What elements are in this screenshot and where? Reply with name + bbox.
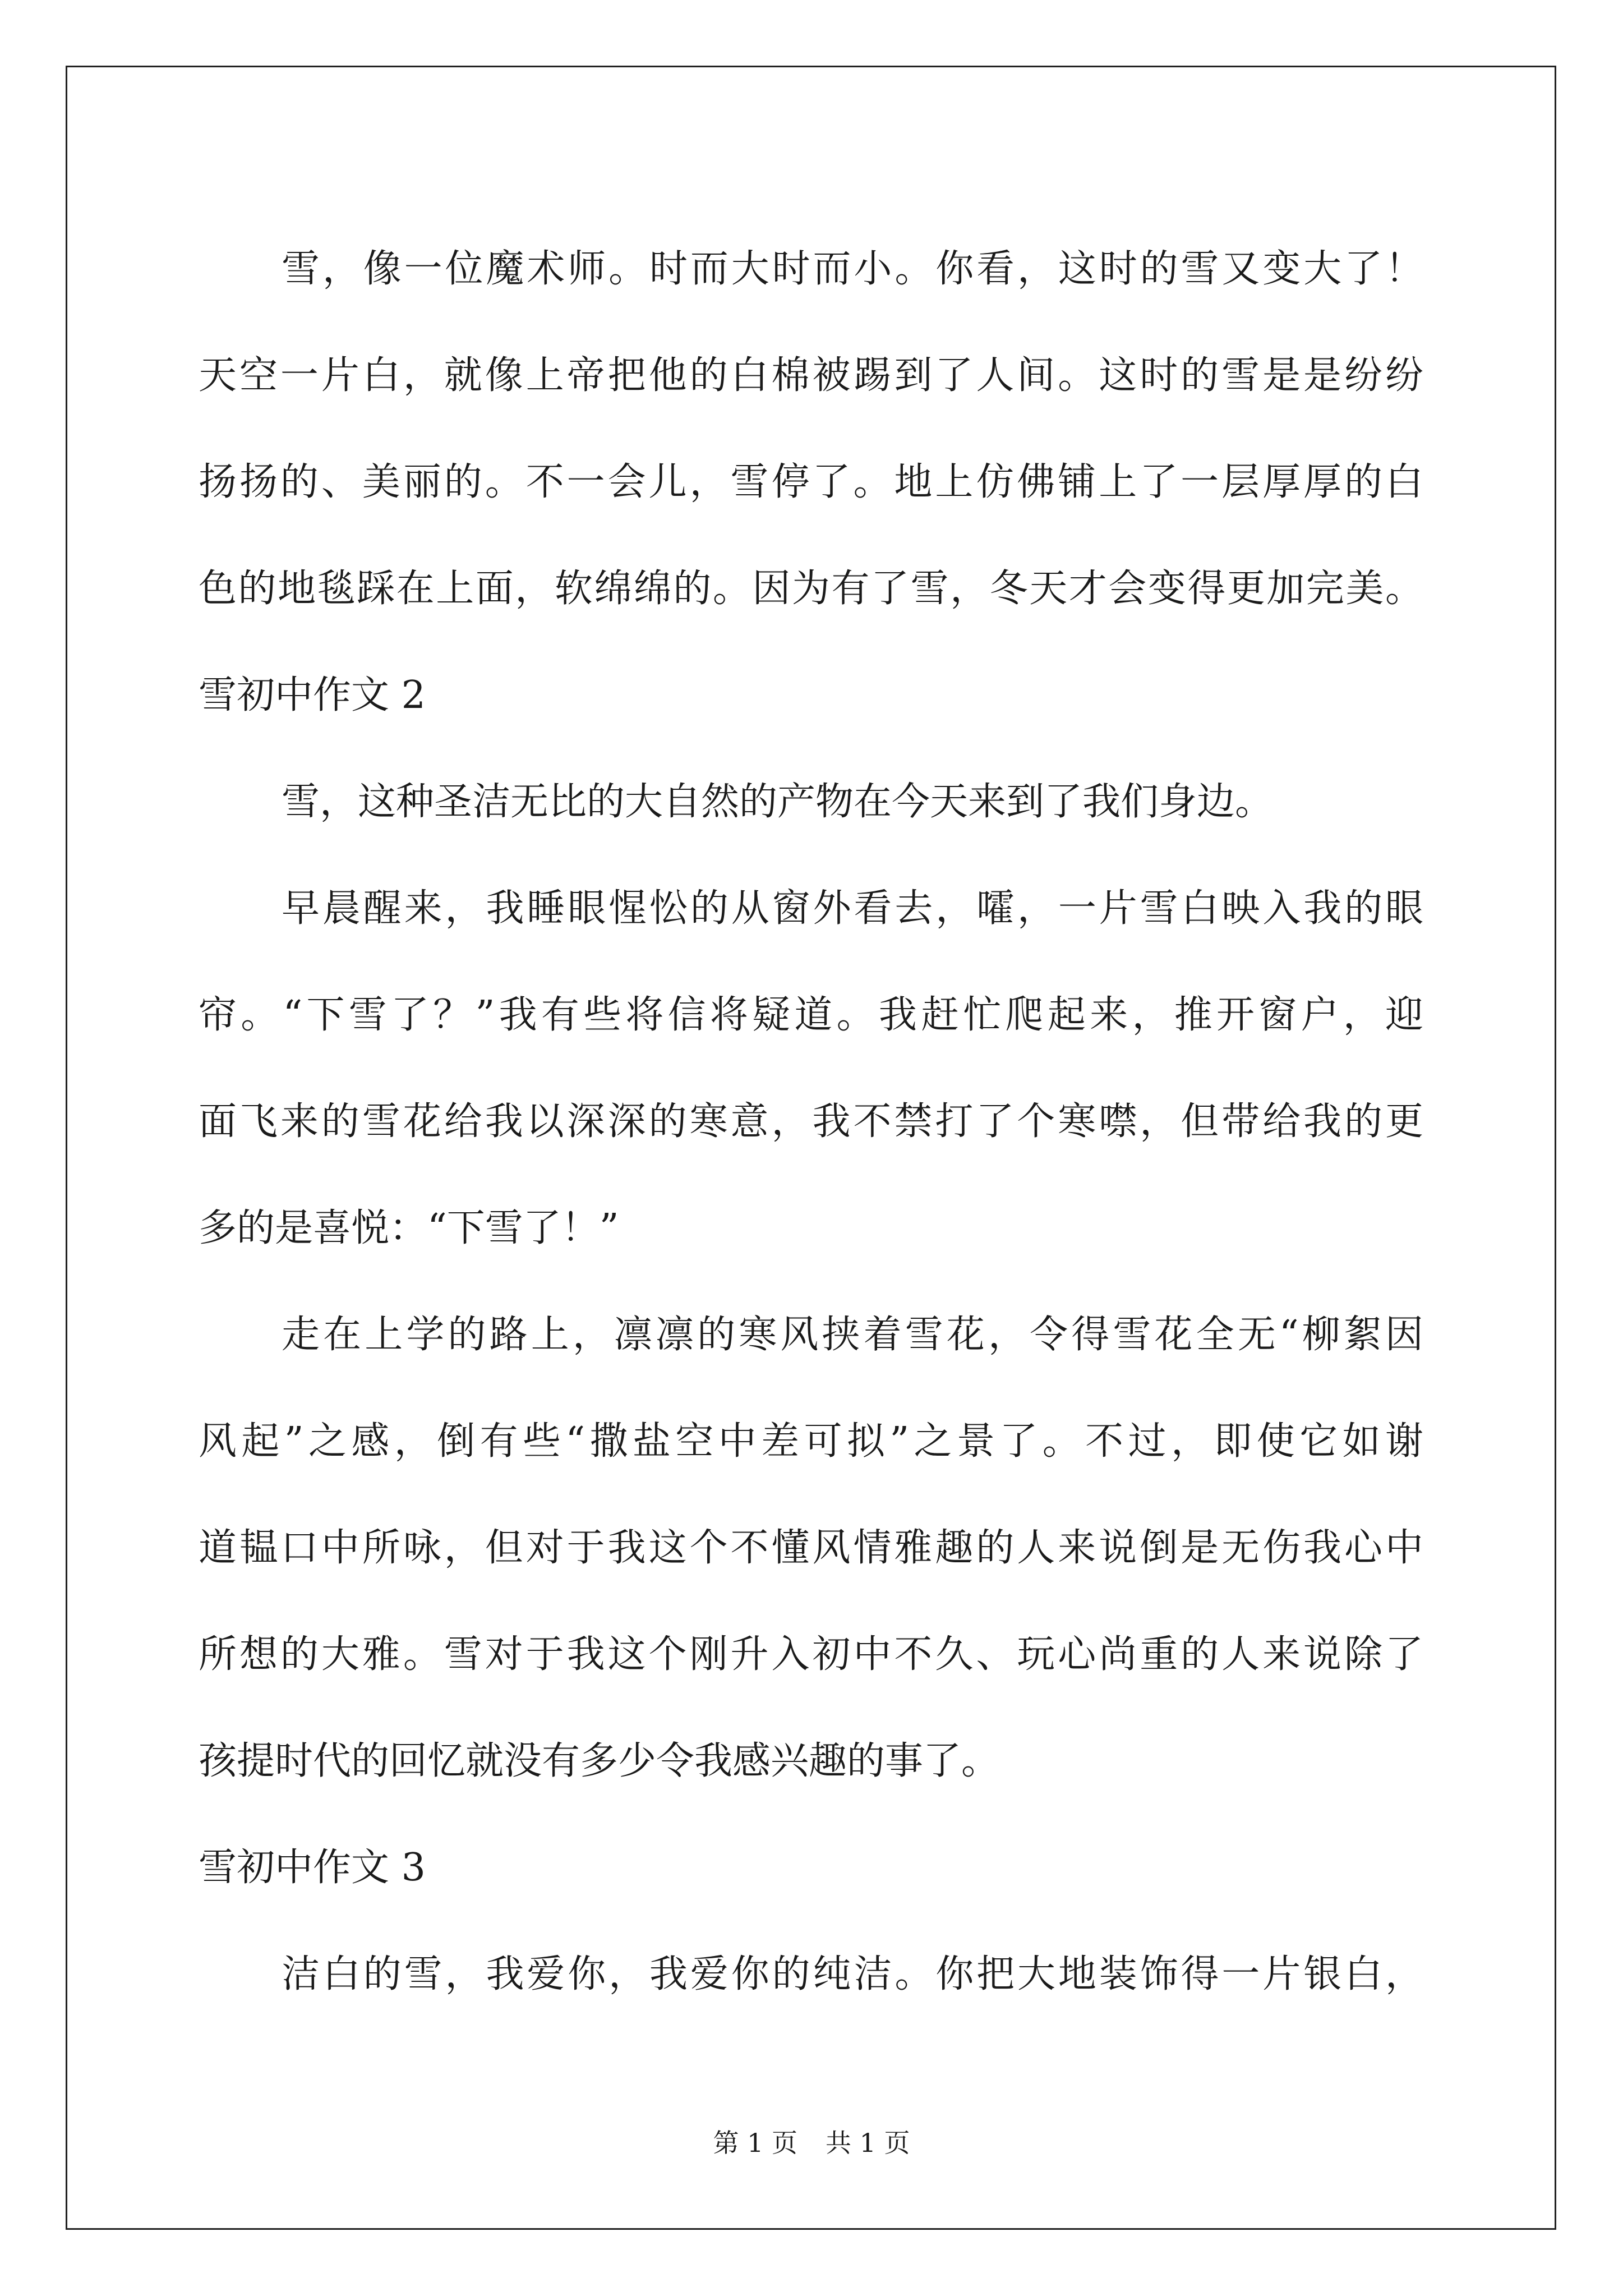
- page-number-total: 共 1 页: [826, 2128, 910, 2158]
- text-line: 道韫口中所咏，但对于我这个不懂风情雅趣的人来说倒是无伤我心中: [199, 1526, 1423, 1570]
- section-heading: 雪初中作文 3: [199, 1846, 426, 1890]
- page-footer: [0, 2126, 1623, 2160]
- text-line: 早晨醒来，我睡眼惺忪的从窗外看去，嚯，一片雪白映入我的眼: [282, 886, 1423, 931]
- text-line: 洁白的雪，我爱你，我爱你的纯洁。你把大地装饰得一片银白，: [282, 1952, 1423, 1996]
- text-line: 多的是喜悦：“下雪了！”: [199, 1206, 619, 1250]
- text-line: 帘。“下雪了？”我有些将信将疑道。我赶忙爬起来，推开窗户，迎: [199, 993, 1423, 1037]
- text-line: 天空一片白，就像上帝把他的白棉被踢到了人间。这时的雪是是纷纷: [199, 353, 1423, 398]
- document-body: [199, 216, 1423, 2028]
- text-line: 孩提时代的回忆就没有多少令我感兴趣的事了。: [199, 1739, 1000, 1783]
- text-line: 雪，像一位魔术师。时而大时而小。你看，这时的雪又变大了！: [282, 247, 1423, 291]
- text-line: 雪，这种圣洁无比的大自然的产物在今天来到了我们身边。: [282, 780, 1274, 824]
- page-number-current: 第 1 页: [713, 2128, 797, 2158]
- text-line: 走在上学的路上，凛凛的寒风挟着雪花，令得雪花全无“柳絮因: [282, 1313, 1423, 1357]
- text-line: 色的地毯踩在上面，软绵绵的。因为有了雪，冬天才会变得更加完美。: [199, 567, 1423, 611]
- text-line: 面飞来的雪花给我以深深的寒意，我不禁打了个寒噤，但带给我的更: [199, 1099, 1423, 1144]
- section-heading: 雪初中作文 2: [199, 673, 426, 717]
- text-line: 扬扬的、美丽的。不一会儿，雪停了。地上仿佛铺上了一层厚厚的白: [199, 460, 1423, 504]
- text-line: 所想的大雅。雪对于我这个刚升入初中不久、玩心尚重的人来说除了: [199, 1632, 1423, 1677]
- text-line: 风起”之感，倒有些“撒盐空中差可拟”之景了。不过，即使它如谢: [199, 1419, 1423, 1464]
